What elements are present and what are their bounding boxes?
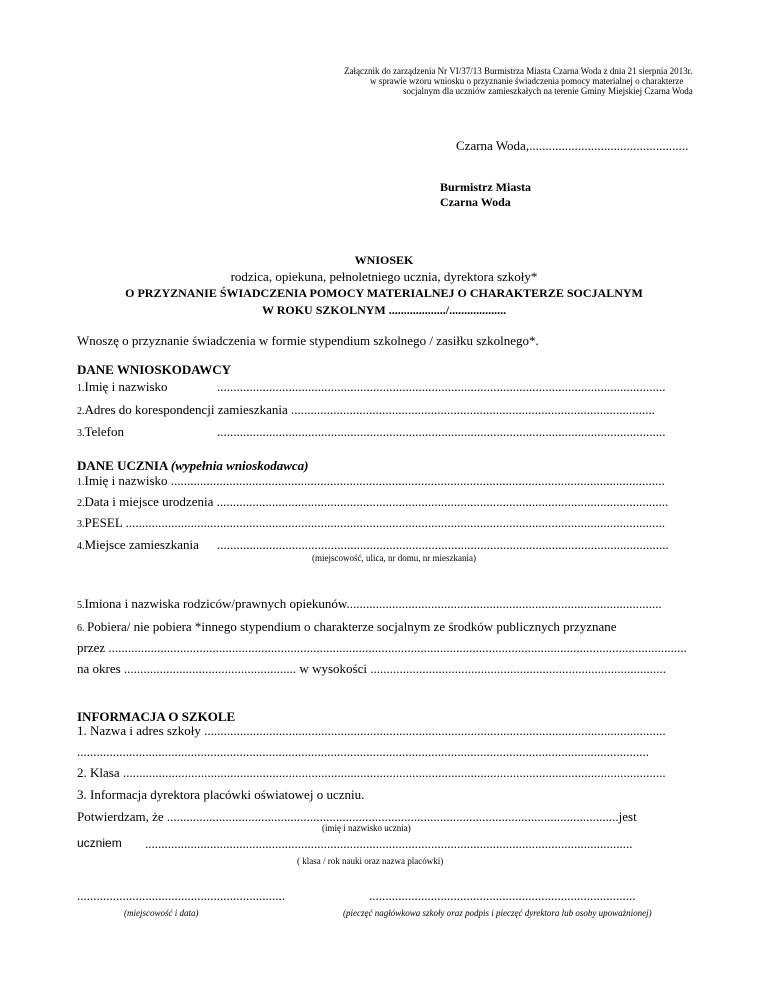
document-title-line3: O PRZYZNANIE ŚWIADCZENIA POMOCY MATERIALNEJ O CHARAKTERZE SOCJALNYM [125, 286, 643, 300]
pupil-label: uczniem [77, 836, 122, 850]
signature-stamp-field[interactable]: .................................................................................. [369, 888, 636, 903]
header-note-line2: w sprawie wzoru wniosku o przyznanie świadczenia pomocy materialnej o charakterze [370, 76, 684, 86]
applicant-address-field[interactable]: ................................................................................................................ [287, 402, 655, 417]
header-note-line1: Załącznik do zarządzenia Nr VI/37/13 Burmistrza Miasta Czarna Woda z dnia 21 sierpnia 2013r. [344, 66, 693, 76]
student-pesel-field[interactable]: ...................................................................................................................................................................... [122, 515, 666, 530]
signature-place-date-hint: (miejscowość i data) [124, 908, 199, 918]
student-residence-hint: (miejscowość, ulica, nr domu, nr mieszkania) [312, 553, 476, 563]
student-scholarship-row [77, 619, 617, 635]
student-heading-note: (wypełnia wnioskodawca) [170, 458, 309, 473]
field-number: 3. [77, 428, 85, 439]
student-pesel-label: PESEL [84, 515, 123, 530]
student-heading [77, 458, 309, 474]
student-name-label: Imię i nazwisko [84, 473, 168, 488]
applicant-name-row [77, 379, 168, 395]
place-date-field[interactable]: Czarna Woda,................................................. [456, 138, 689, 153]
applicant-phone-field[interactable]: .......................................................................................................................................... [217, 424, 666, 439]
student-parents-label: Imiona i nazwiska rodziców/prawnych opiekunów [84, 596, 347, 611]
confirm-student-hint: (imię i nazwisko ucznia) [322, 823, 411, 833]
pupil-class-hint: ( klasa / rok nauki oraz nazwa placówki) [297, 856, 444, 866]
addressee-line1: Burmistrz Miasta [440, 180, 531, 194]
header-note-line3: socjalnym dla uczniów zamieszkałych na terenie Gminy Miejskiej Czarna Woda [403, 86, 693, 96]
student-heading-text: DANE UCZNIA [77, 458, 171, 473]
field-number: 1. [77, 383, 85, 394]
field-number: 2. [77, 406, 85, 417]
document-subtitle: rodzica, opiekuna, pełnoletniego ucznia, dyrektora szkoły* [230, 269, 538, 284]
applicant-name-field[interactable]: .......................................................................................................................................... [217, 379, 666, 394]
signature-stamp-hint: (pieczęć nagłówkowa szkoły oraz podpis i pieczęć dyrektora lub osoby upoważnionej) [343, 908, 652, 918]
student-name-field[interactable]: ........................................................................................................................................................ [167, 473, 665, 488]
school-year-field[interactable]: W ROKU SZKOLNYM .................../................... [261, 303, 507, 317]
student-scholarship-label: Pobiera/ nie pobiera *innego stypendium o charakterze socjalnym ze środków publicznych przyznane [87, 619, 617, 634]
student-pesel-row [77, 515, 665, 531]
student-birth-field[interactable]: ........................................................................................................................................... [213, 494, 669, 509]
student-name-row [77, 473, 665, 489]
school-name-continuation[interactable]: ................................................................................................................................................................................ [77, 744, 649, 759]
field-number: 6. [77, 623, 87, 634]
student-parents-field[interactable]: ................................................................................................. [346, 596, 662, 611]
applicant-phone-row [77, 424, 124, 440]
pupil-class-field[interactable]: ...................................................................................................................................................... [145, 836, 633, 851]
scholarship-period-amount-field[interactable]: na okres ..................................................... w wysokości ........................................................................................... [77, 661, 666, 676]
applicant-address-label: Adres do korespondencji zamieszkania [84, 402, 288, 417]
request-text: Wnoszę o przyznanie świadczenia w formie stypendium szkolnego / zasiłku szkolnego*. [77, 333, 539, 348]
field-number: 5. [77, 600, 85, 611]
student-parents-row [77, 596, 662, 612]
student-birth-label: Data i miejsce urodzenia [84, 494, 214, 509]
field-number: 2. [77, 498, 85, 509]
applicant-name-label: Imię i nazwisko [84, 379, 168, 394]
field-number: 3. [77, 519, 85, 530]
applicant-address-row [77, 402, 655, 418]
field-number: 1. [77, 477, 85, 488]
addressee-line2: Czarna Woda [440, 195, 511, 209]
school-class-field[interactable]: 2. Klasa ....................................................................................................................................................................... [77, 765, 666, 780]
student-residence-field[interactable]: ........................................................................................................................................... [217, 537, 669, 552]
student-birth-row [77, 494, 668, 510]
confirm-student-field[interactable]: Potwierdzam, że ...........................................................................................................................................jest [77, 809, 637, 824]
applicant-phone-label: Telefon [84, 424, 125, 439]
signature-place-date-field[interactable]: ................................................................ [77, 888, 285, 903]
school-name-field[interactable]: 1. Nazwa i adres szkoły .............................................................................................................................................. [77, 723, 666, 738]
school-heading: INFORMACJA O SZKOLE [77, 709, 236, 724]
field-number: 4. [77, 541, 85, 552]
director-info-heading: 3. Informacja dyrektora placówki oświatowej o uczniu. [77, 787, 365, 802]
student-residence-label: Miejsce zamieszkania [84, 537, 199, 552]
scholarship-granted-by-field[interactable]: przez .................................................................................................................................................................................. [77, 640, 687, 655]
applicant-heading: DANE WNIOSKODAWCY [77, 362, 231, 377]
document-title: WNIOSEK [354, 253, 414, 267]
student-residence-row [77, 537, 199, 553]
